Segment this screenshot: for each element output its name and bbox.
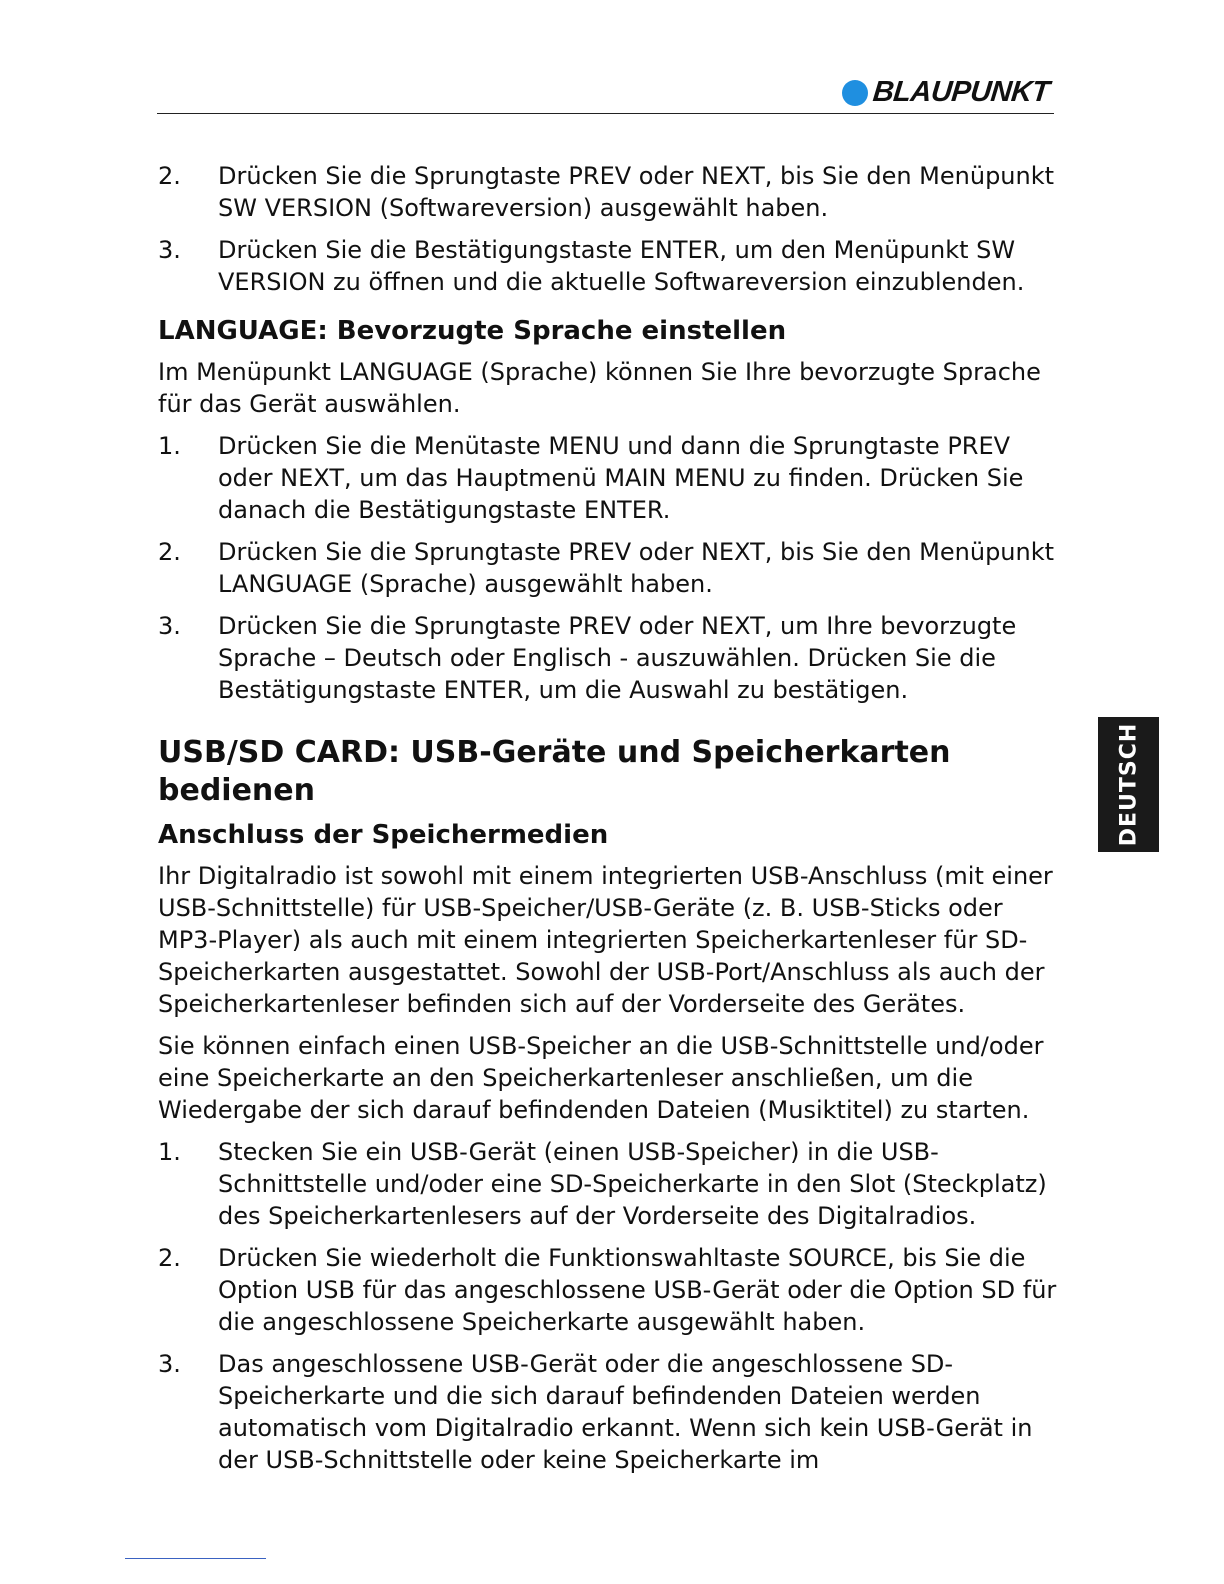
list-number: 3. <box>158 612 181 640</box>
brand-dot-icon <box>842 80 868 106</box>
list-item <box>158 610 1058 706</box>
page-content <box>158 160 1058 1486</box>
list-text: Stecken Sie ein USB-Gerät (einen USB-Speicher) in die USB-Schnittstelle und/oder eine SD-Speicherkarte in den Slot (Steckplatz) des Speicherkartenlesers auf der Vorderseite des Digitalradios. <box>218 1138 1047 1230</box>
paragraph: Im Menüpunkt LANGUAGE (Sprache) können Sie Ihre bevorzugte Sprache für das Gerät auswählen. <box>158 358 1041 418</box>
list-number: 3. <box>158 1350 181 1378</box>
list-text: Drücken Sie die Sprungtaste PREV oder NEXT, bis Sie den Menüpunkt LANGUAGE (Sprache) ausgewählt haben. <box>218 538 1055 598</box>
list-item <box>158 160 1058 224</box>
list-number: 1. <box>158 1138 181 1166</box>
list-item <box>158 234 1058 298</box>
list-text: Drücken Sie wiederholt die Funktionswahltaste SOURCE, bis Sie die Option USB für das angeschlossene USB-Gerät oder die Option SD für die angeschlossene Speicherkarte ausgewählt haben. <box>218 1244 1057 1336</box>
list-text: Drücken Sie die Sprungtaste PREV oder NEXT, bis Sie den Menüpunkt SW VERSION (Softwareversion) ausgewählt haben. <box>218 162 1055 222</box>
brand-name: BLAUPUNKT <box>871 76 1051 108</box>
list-number: 2. <box>158 1244 181 1272</box>
list-text: Drücken Sie die Bestätigungstaste ENTER, um den Menüpunkt SW VERSION zu öffnen und die aktuelle Softwareversion einzublenden. <box>218 236 1025 296</box>
list-item <box>158 430 1058 526</box>
list-text: Das angeschlossene USB-Gerät oder die angeschlossene SD-Speicherkarte und die sich darauf befindenden Dateien werden automatisch vom Digitalradio erkannt. Wenn sich kein USB-Gerät in der USB-Schnittstelle oder keine Speicherkarte im <box>218 1350 1033 1474</box>
list-item <box>158 1348 1058 1476</box>
section-heading-language: LANGUAGE: Bevorzugte Sprache einstellen <box>158 316 787 346</box>
language-side-tab <box>1098 717 1159 852</box>
list-number: 2. <box>158 538 181 566</box>
list-item <box>158 1136 1058 1232</box>
list-number: 2. <box>158 162 181 190</box>
brand-logo <box>842 76 1049 109</box>
list-item <box>158 536 1058 600</box>
list-text: Drücken Sie die Sprungtaste PREV oder NEXT, um Ihre bevorzugte Sprache – Deutsch oder Englisch - auszuwählen. Drücken Sie die Bestätigungstaste ENTER, um die Auswahl zu bestätigen. <box>218 612 1017 704</box>
list-number: 1. <box>158 432 181 460</box>
list-number: 3. <box>158 236 181 264</box>
paragraph: Ihr Digitalradio ist sowohl mit einem integrierten USB-Anschluss (mit einer USB-Schnittstelle) für USB-Speicher/USB-Geräte (z. B. USB-Sticks oder MP3-Player) als auch mit einem integrierten Speicherkartenleser für SD-Speicherkarten ausgestattet. Sowohl der USB-Port/Anschluss als auch der Speicherkartenleser befinden sich auf der Vorderseite des Gerätes. <box>158 862 1053 1018</box>
header-divider <box>157 113 1054 114</box>
side-tab-label: DEUTSCH <box>1116 722 1142 847</box>
section-heading-usb: USB/SD CARD: USB-Geräte und Speicherkarten bedienen <box>158 735 951 808</box>
list-item <box>158 1242 1058 1338</box>
subheading-storage: Anschluss der Speichermedien <box>158 820 609 850</box>
paragraph: Sie können einfach einen USB-Speicher an die USB-Schnittstelle und/oder eine Speicherkarte an den Speicherkartenleser anschließen, um die Wiedergabe der sich darauf befindenden Dateien (Musiktitel) zu starten. <box>158 1032 1044 1124</box>
list-text: Drücken Sie die Menütaste MENU und dann die Sprungtaste PREV oder NEXT, um das Hauptmenü MAIN MENU zu finden. Drücken Sie danach die Bestätigungstaste ENTER. <box>218 432 1024 524</box>
footer-divider <box>125 1558 266 1559</box>
